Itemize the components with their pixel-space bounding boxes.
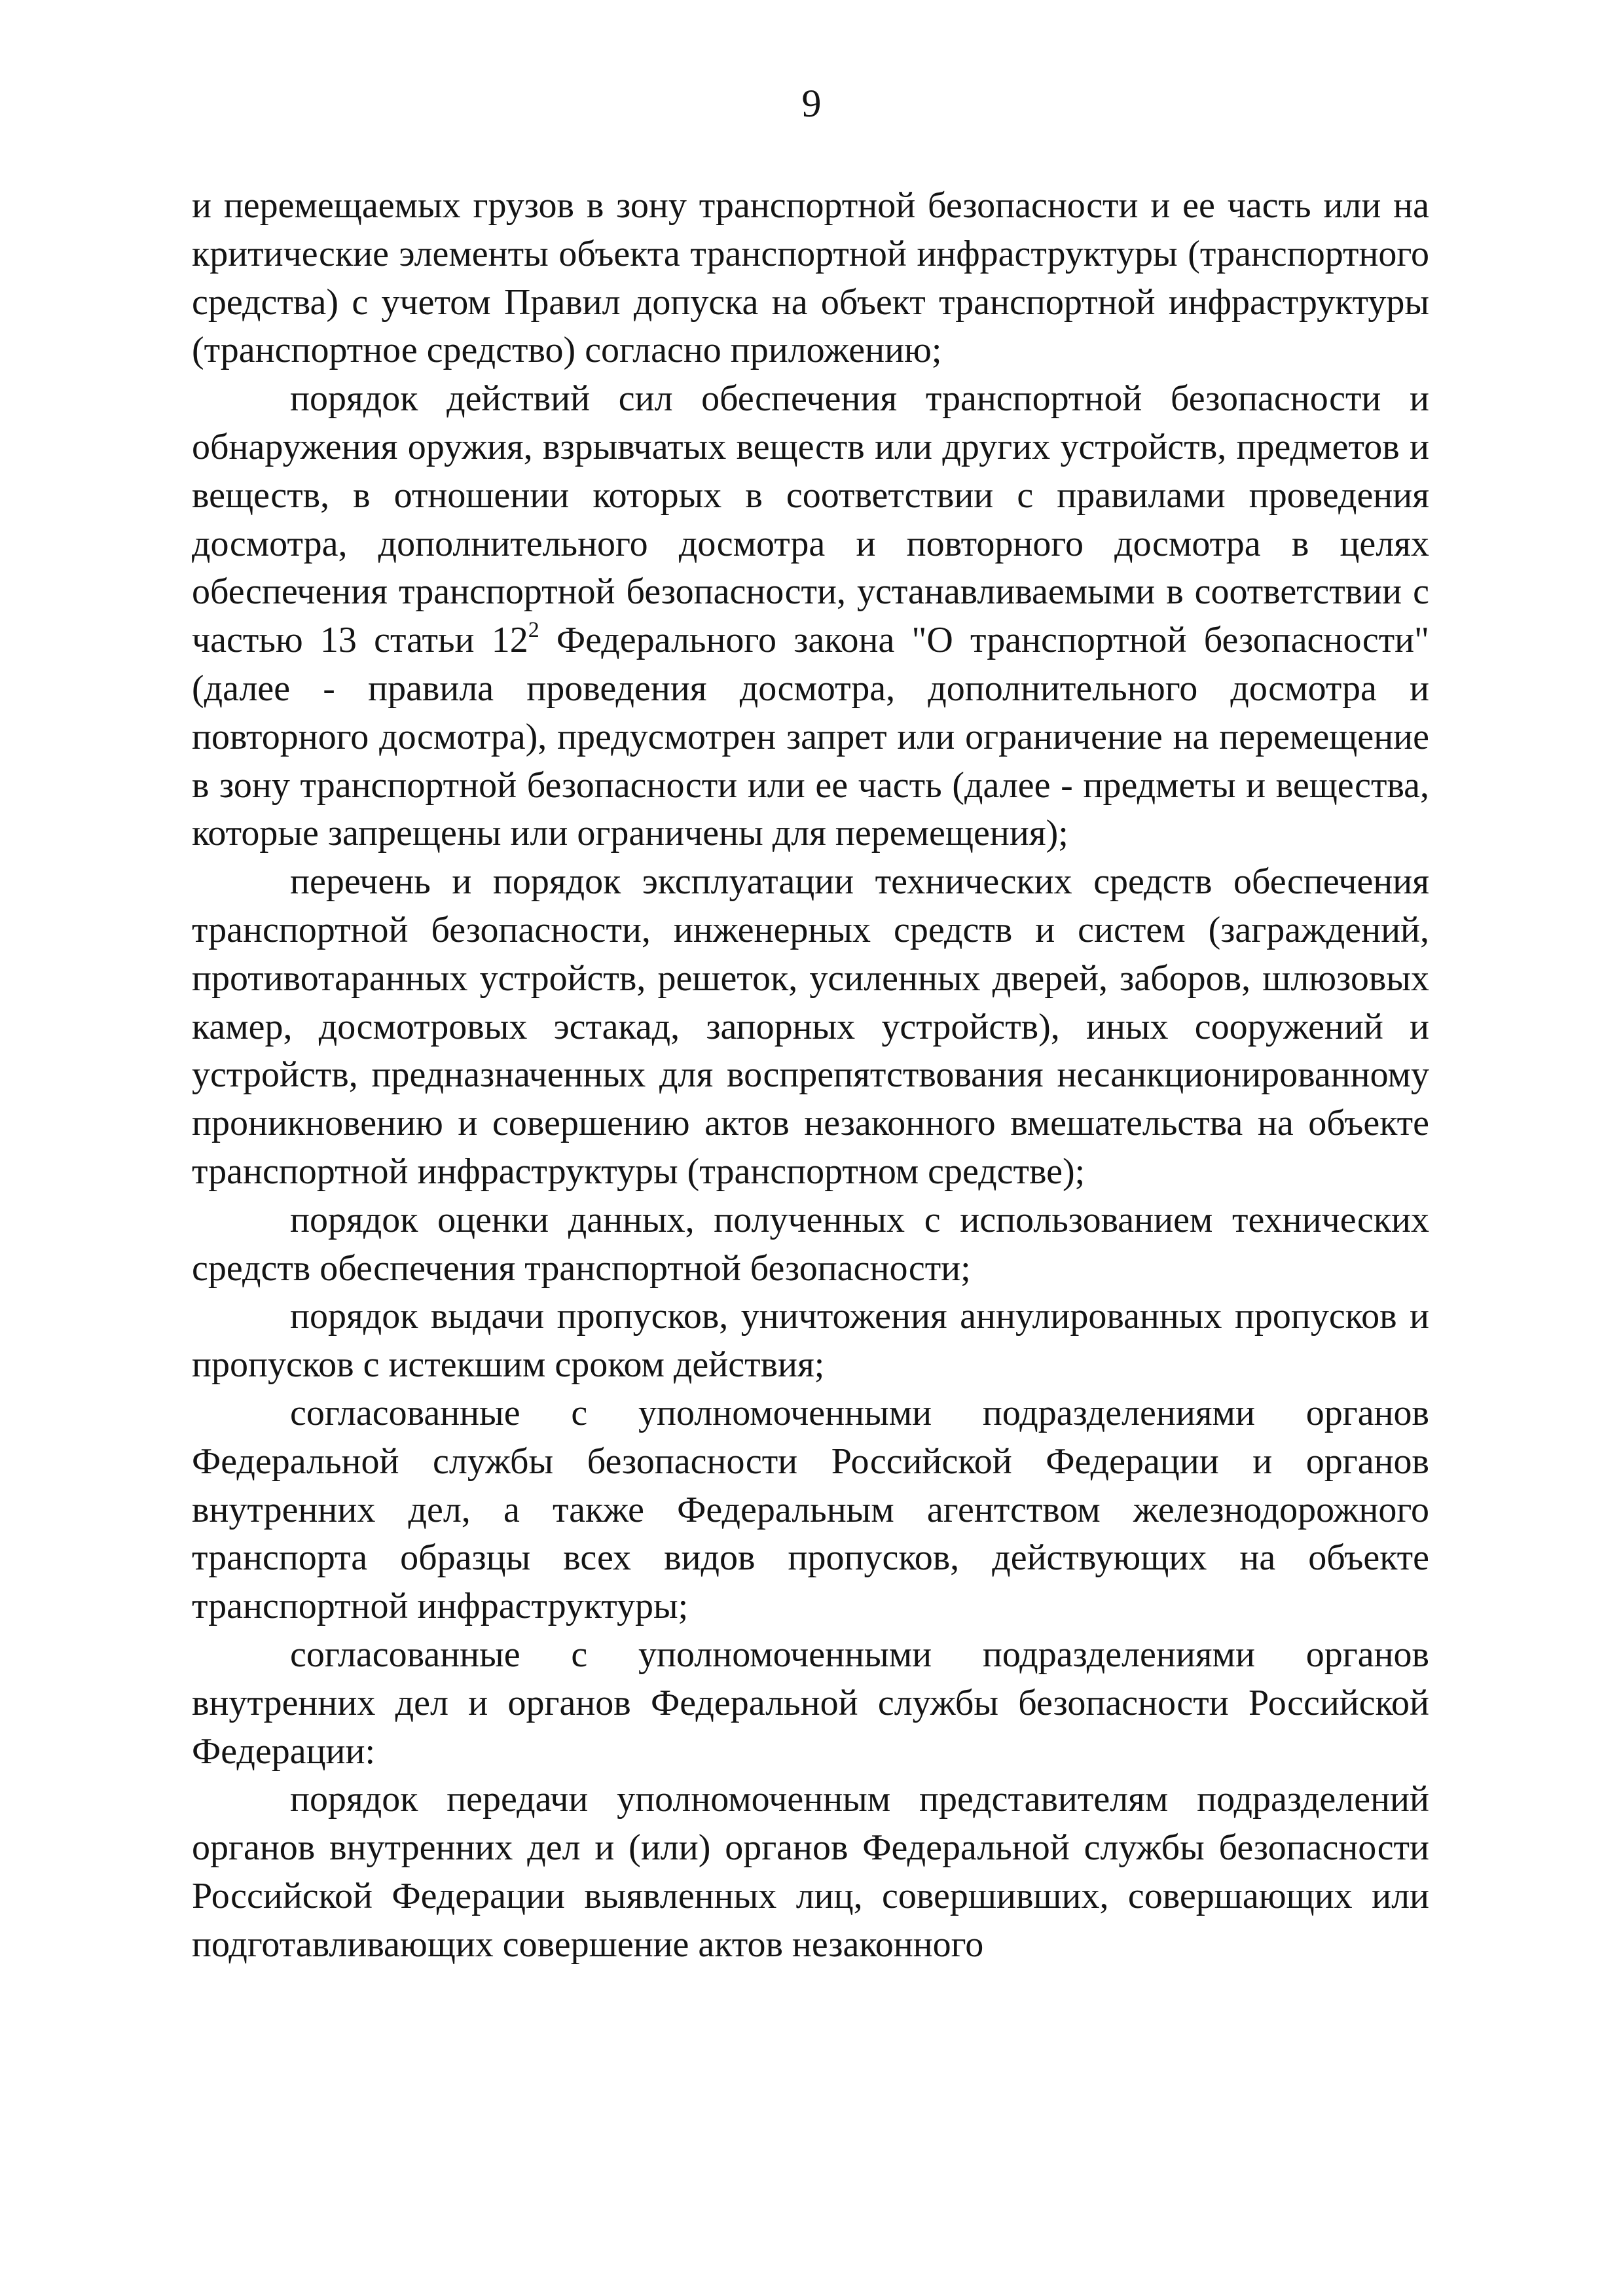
paragraph-6: согласованные с уполномоченными подразделениями органов Федеральной службы безопасности Российской Федерации и органов внутренних дел, а также Федеральным агентством железнодорожного транспорта образцы всех видов пропусков, действующих на объекте транспортной инфраструктуры;	[192, 1392, 1429, 1627]
paragraph-7: согласованные с уполномоченными подразделениями органов внутренних дел и органов Федеральной службы безопасности Российской Федерации:	[192, 1634, 1429, 1772]
superscript-marker: 2	[528, 617, 539, 642]
paragraph-8: порядок передачи уполномоченным представителям подразделений органов внутренних дел и (или) органов Федеральной службы безопасности Российской Федерации выявленных лиц, совершивших, совершающих или подготавливающих совершение актов незаконного	[192, 1779, 1429, 1965]
document-body	[192, 182, 1429, 1969]
paragraph-1: и перемещаемых грузов в зону транспортной безопасности и ее часть или на критические элементы объекта транспортной инфраструктуры (транспортного средства) с учетом Правил допуска на объект транспортной инфраструктуры (транспортное средство) согласно приложению;	[192, 185, 1429, 371]
paragraph-3: перечень и порядок эксплуатации технических средств обеспечения транспортной безопасности, инженерных средств и систем (заграждений, противотаранных устройств, решеток, усиленных дверей, заборов, шлюзовых камер, досмотровых эстакад, запорных устройств), иных сооружений и устройств, предназначенных для воспрепятствования несанкционированному проникновению и совершению актов незаконного вмешательства на объекте транспортной инфраструктуры (транспортном средстве);	[192, 861, 1429, 1192]
paragraph-2-text-after: Федерального закона "О транспортной безопасности" (далее - правила проведения досмотра, дополнительного досмотра и повторного досмотра), предусмотрен запрет или ограничение на перемещение в зону транспортной безопасности или ее часть (далее - предметы и вещества, которые запрещены или ограничены для перемещения);	[192, 620, 1430, 854]
paragraph-4: порядок оценки данных, полученных с использованием технических средств обеспечения транспортной безопасности;	[192, 1199, 1429, 1289]
paragraph-5: порядок выдачи пропусков, уничтожения аннулированных пропусков и пропусков с истекшим сроком действия;	[192, 1296, 1429, 1386]
page-number: 9	[801, 82, 822, 125]
paragraph-2	[192, 375, 1429, 858]
paragraph-2-text-before: порядок действий сил обеспечения транспортной безопасности и обнаружения оружия, взрывчатых веществ или других устройств, предметов и веществ, в отношении которых в соответствии с правилами проведения досмотра, дополнительного досмотра и повторного досмотра в целях обеспечения транспортной безопасности, устанавливаемыми в соответствии с частью 13 статьи 12	[192, 378, 1429, 661]
